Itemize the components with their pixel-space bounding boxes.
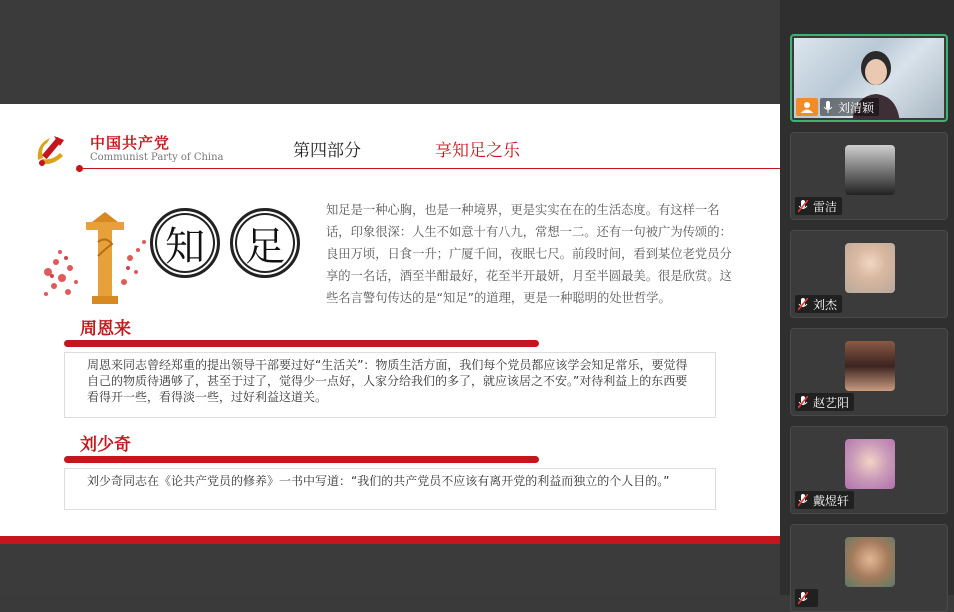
participant-name-tag — [795, 197, 842, 215]
user-icon — [801, 101, 813, 113]
section-label: 第四部分 — [293, 141, 361, 161]
participant-tile[interactable] — [790, 132, 948, 220]
participant-tile[interactable] — [790, 328, 948, 416]
party-name-cn: 中国共产党 — [90, 134, 171, 152]
quote-box-liu: 刘少奇同志在《论共产党员的修养》一书中写道：“我们的共产党员不应该有离开党的利益而独立的个人目的。” — [64, 468, 716, 510]
section-title: 享知足之乐 — [435, 141, 520, 161]
mic-muted-icon — [798, 494, 808, 507]
quote-box-zhou: 周恩来同志曾经郑重的提出领导干部要过好“生活关”：物质生活方面，我们每个党员都应该学会知足常乐，要觉得自己的物质待遇够了，甚至于过了，觉得少一点好，人家分给我们的多了，就应该居之不安。”对待利益上的东西要看得开一些，看得淡一些，过好利益这道关。 — [64, 352, 716, 418]
avatar — [845, 243, 895, 293]
avatar — [845, 439, 895, 489]
party-emblem-icon — [30, 130, 72, 172]
participant-name-tag — [795, 491, 854, 509]
participant-name: 刘清颖 — [838, 100, 875, 115]
mic-muted-icon — [798, 396, 808, 409]
participant-name: 刘杰 — [813, 297, 838, 312]
intro-paragraph: 知足是一种心胸，也是一种境界，更是实实在在的生活态度。有这样一名话，印象很深：人生不如意十有八九，常想一二。还有一句被广为传颂的：良田万顷，日食一升；广厦千间，夜眠七尺。前段时间，看到某位老党员分享的一名话，酒至半酣最好，花至半开最妍，月至半圆最美。很是欣赏。这些名言警句传达的是“知足”的道理，更是一种聪明的处世哲学。 — [326, 203, 732, 305]
avatar — [845, 145, 895, 195]
participant-name-tag — [820, 98, 879, 116]
avatar — [845, 341, 895, 391]
person-name-zhou: 周恩来 — [80, 319, 131, 339]
participant-name-tag — [795, 589, 818, 607]
name-underline-bar — [64, 340, 539, 347]
mic-muted-icon — [798, 298, 808, 311]
mic-muted-icon — [798, 200, 808, 213]
huabiao-column-petals-icon — [40, 212, 150, 304]
character-zu: 足 — [230, 208, 300, 278]
participant-tile[interactable] — [790, 524, 948, 612]
presentation-slide — [0, 104, 780, 544]
participant-tile[interactable] — [790, 426, 948, 514]
header-divider — [80, 168, 780, 169]
party-name-en: Communist Party of China — [90, 152, 224, 163]
character-zhi: 知 — [150, 208, 220, 278]
participant-name: 戴煜轩 — [813, 493, 850, 508]
name-underline-bar — [64, 456, 539, 463]
host-badge — [796, 98, 818, 116]
participant-tile[interactable] — [790, 230, 948, 318]
mic-muted-icon — [798, 592, 808, 605]
participant-name-tag — [795, 295, 842, 313]
slide-footer-bar — [0, 536, 780, 544]
avatar — [845, 537, 895, 587]
participant-name-tag — [795, 393, 854, 411]
participant-name: 雷洁 — [813, 199, 838, 214]
participant-tile-active[interactable] — [790, 34, 948, 122]
participant-panel[interactable] — [780, 0, 954, 595]
mic-icon — [823, 101, 833, 114]
person-name-liu: 刘少奇 — [80, 435, 131, 455]
participant-name: 赵艺阳 — [813, 395, 850, 410]
